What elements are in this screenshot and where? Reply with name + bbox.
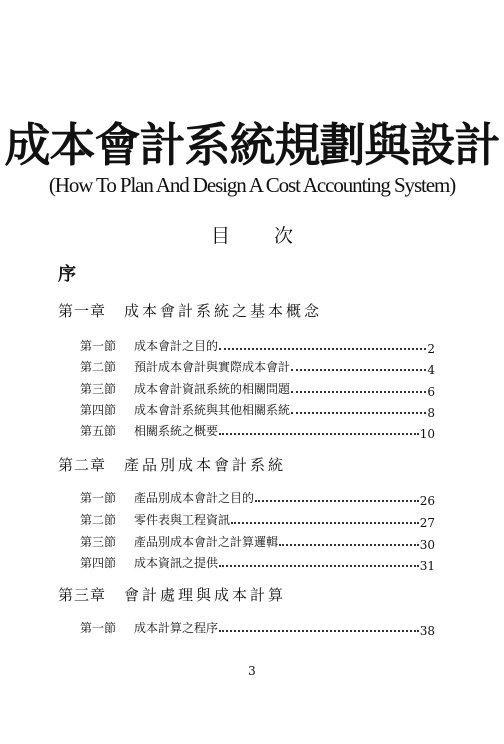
section-number: 第一節	[80, 621, 117, 635]
page-ref: 10	[419, 427, 435, 441]
chapter-2-heading	[58, 455, 286, 475]
chapter-title: 會計處理與成本計算	[124, 586, 287, 604]
chapter-title: 產品別成本會計系統	[124, 456, 287, 474]
toc-entry	[80, 488, 435, 506]
page-ref: 4	[427, 363, 435, 377]
page-ref: 6	[427, 385, 435, 399]
dot-leader	[219, 565, 419, 567]
section-title: 成本會計之目的	[134, 339, 219, 353]
chapter-number: 第三章	[58, 586, 107, 604]
book-subtitle: (How To Plan And Design A Cost Accounting System)	[48, 173, 456, 197]
section-title: 成本會計系統與其他相關系統	[134, 403, 291, 417]
dot-leader	[219, 630, 419, 632]
section-title: 產品別成本會計之目的	[134, 491, 255, 505]
section-number: 第三節	[80, 382, 117, 396]
page-ref: 31	[419, 559, 435, 573]
dot-leader	[219, 433, 419, 435]
dot-leader	[279, 544, 419, 546]
toc-entry	[80, 357, 435, 375]
section-number: 第二節	[80, 513, 117, 527]
toc-entry	[80, 510, 435, 528]
dot-leader	[231, 522, 419, 524]
section-number: 第五節	[80, 424, 117, 438]
chapter-1-heading	[58, 301, 322, 321]
dot-leader	[291, 412, 426, 414]
book-title: 成本會計系統規劃與設計	[4, 118, 500, 172]
section-number: 第二節	[80, 360, 117, 374]
dot-leader	[291, 391, 426, 393]
page-ref: 27	[419, 516, 435, 530]
section-title: 相關系統之概要	[134, 424, 219, 438]
section-number: 第四節	[80, 403, 117, 417]
section-number: 第四節	[80, 556, 117, 570]
toc-entry	[80, 336, 435, 354]
section-title: 預計成本會計與實際成本會計	[134, 360, 291, 374]
page-ref: 26	[419, 494, 435, 508]
section-title: 成本資訊之提供	[134, 556, 219, 570]
dot-leader	[255, 500, 419, 502]
toc-entry	[80, 618, 435, 636]
toc-entry	[80, 421, 435, 439]
section-title: 零件表與工程資訊	[134, 513, 231, 527]
chapter-number: 第二章	[58, 456, 107, 474]
chapter-3-heading	[58, 585, 286, 605]
section-title: 成本計算之程序	[134, 621, 219, 635]
page-ref: 30	[419, 538, 435, 552]
section-title: 成本會計資訊系統的相關問題	[134, 382, 291, 396]
preface-entry: 序	[58, 264, 76, 285]
chapter-title: 成本會計系統之基本概念	[124, 302, 323, 320]
dot-leader	[291, 369, 426, 371]
toc-heading: 目次	[210, 225, 337, 247]
toc-entry	[80, 532, 435, 550]
page-ref: 38	[419, 624, 435, 638]
page-number: 3	[248, 664, 256, 678]
toc-entry	[80, 400, 435, 418]
chapter-number: 第一章	[58, 302, 107, 320]
section-title: 產品別成本會計之計算邏輯	[134, 535, 279, 549]
section-number: 第一節	[80, 491, 117, 505]
toc-entry	[80, 379, 435, 397]
toc-entry	[80, 553, 435, 571]
section-number: 第三節	[80, 535, 117, 549]
page-ref: 8	[427, 406, 435, 420]
section-number: 第一節	[80, 339, 117, 353]
page-ref: 2	[427, 342, 435, 356]
dot-leader	[219, 348, 426, 350]
